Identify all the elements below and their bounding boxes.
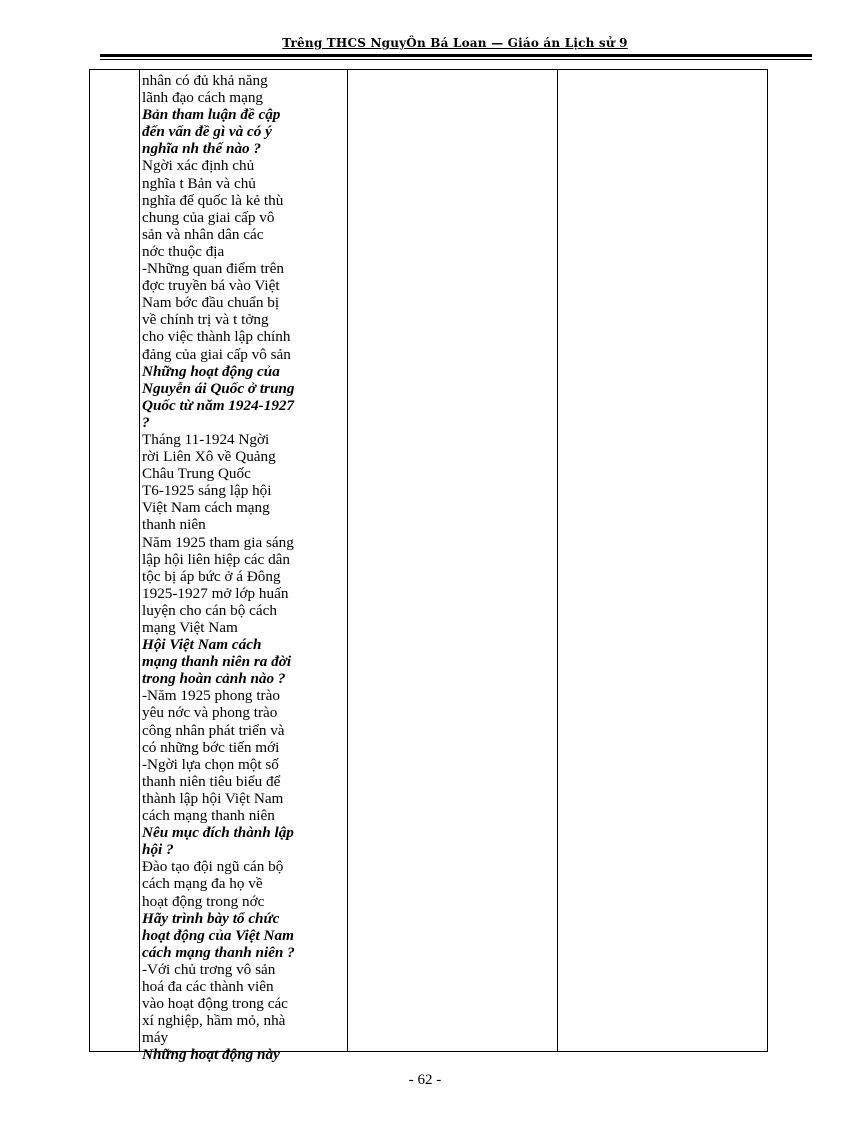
answer-line: yêu nớc và phong trào xyxy=(142,704,278,722)
answer-line: đảng của giai cấp vô sản xyxy=(142,345,291,363)
question-line: ? xyxy=(142,413,150,431)
answer-line: nghĩa đế quốc là kẻ thù xyxy=(142,191,284,209)
answer-line: -Năm 1925 phong trào xyxy=(142,687,280,705)
question-line: Những hoạt động này xyxy=(142,1046,280,1064)
question-line: mạng thanh niên ra đời xyxy=(142,653,292,671)
answer-line: nhân có đủ khả năng xyxy=(142,72,268,89)
question-line: cách mạng thanh niên ? xyxy=(142,943,295,961)
answer-line: rời Liên Xô về Quảng xyxy=(142,448,276,466)
answer-line: hoá đa các thành viên xyxy=(142,977,274,995)
table-cell-content xyxy=(140,70,348,1064)
answer-line: xí nghiệp, hầm mỏ, nhà xyxy=(142,1012,286,1030)
question-line: nghĩa nh thế nào ? xyxy=(142,140,262,158)
answer-line: Ngời xác định chủ xyxy=(142,157,255,175)
header-rule-thin xyxy=(100,59,812,60)
answer-line: nớc thuộc địa xyxy=(142,242,225,260)
answer-line: Việt Nam cách mạng xyxy=(142,499,270,517)
answer-line: cách mạng đa họ về xyxy=(142,875,263,893)
answer-line: mạng Việt Nam xyxy=(142,619,238,636)
page-header: Trêng THCS NguyÔn Bá Loan — Giáo án Lịch sử 9 xyxy=(282,36,628,50)
question-line: đến vấn đề gì và có ý xyxy=(142,123,272,141)
answer-line: sản và nhân dân các xyxy=(142,225,264,243)
answer-line: Năm 1925 tham gia sáng xyxy=(142,533,294,551)
answer-line: lãnh đạo cách mạng xyxy=(142,89,264,107)
answer-line: máy xyxy=(142,1029,169,1047)
answer-line: -Với chủ trơng vô sản xyxy=(142,960,276,978)
question-line: Nguyễn ái Quốc ở trung xyxy=(142,379,295,397)
header-rule-thick xyxy=(100,54,812,57)
question-line: Những hoạt động của xyxy=(142,362,280,380)
answer-line: Châu Trung Quốc xyxy=(142,465,251,483)
answer-line: về chính trị và t tởng xyxy=(142,311,269,329)
answer-line: -Những quan điểm trên xyxy=(142,260,284,278)
answer-line: chung của giai cấp vô xyxy=(142,208,275,226)
answer-line: luyện cho cán bộ cách xyxy=(142,601,277,619)
question-line: Quốc từ năm 1924-1927 xyxy=(142,396,295,414)
question-line: Bản tham luận đề cập xyxy=(142,106,281,124)
question-line: hội ? xyxy=(142,841,174,859)
answer-line: thanh niên tiêu biểu để xyxy=(142,772,281,790)
answer-line: nghĩa t Bản và chủ xyxy=(142,174,256,192)
question-line: trong hoàn cảnh nào ? xyxy=(142,670,286,688)
answer-line: hoạt động trong nớc xyxy=(142,892,265,910)
table-row xyxy=(90,70,768,1052)
table-cell-col-1 xyxy=(90,70,140,1052)
question-line: Nêu mục đích thành lập xyxy=(142,824,294,842)
answer-line: Nam bớc đầu chuẩn bị xyxy=(142,294,280,312)
answer-line: Đào tạo đội ngũ cán bộ xyxy=(142,858,284,876)
answer-line: Tháng 11-1924 Ngời xyxy=(142,430,270,448)
answer-line: thanh niên xyxy=(142,516,206,534)
question-line: Hãy trình bày tổ chức xyxy=(142,909,280,927)
answer-line: có những bớc tiến mới xyxy=(142,738,280,756)
answer-line: cho việc thành lập chính xyxy=(142,328,291,346)
table-cell-col-3 xyxy=(348,70,558,1052)
page-number: - 62 - xyxy=(408,1072,442,1088)
content-column xyxy=(140,70,347,1064)
answer-line: tộc bị áp bức ở á Đông xyxy=(142,567,281,585)
answer-line: T6-1925 sáng lập hội xyxy=(142,482,272,500)
answer-line: -Ngời lựa chọn một số xyxy=(142,755,279,773)
answer-line: vào hoạt động trong các xyxy=(142,995,288,1013)
answer-line: 1925-1927 mở lớp huấn xyxy=(142,584,289,602)
question-line: hoạt động của Việt Nam xyxy=(142,926,294,944)
table-cell-col-4 xyxy=(558,70,768,1052)
lesson-table xyxy=(89,69,768,1064)
answer-line: cách mạng thanh niên xyxy=(142,807,275,825)
answer-line: thành lập hội Việt Nam xyxy=(142,789,284,807)
answer-line: công nhân phát triển và xyxy=(142,721,285,739)
answer-line: lập hội liên hiệp các dân xyxy=(142,550,291,568)
question-line: Hội Việt Nam cách xyxy=(142,636,262,654)
answer-line: đợc truyền bá vào Việt xyxy=(142,277,280,295)
